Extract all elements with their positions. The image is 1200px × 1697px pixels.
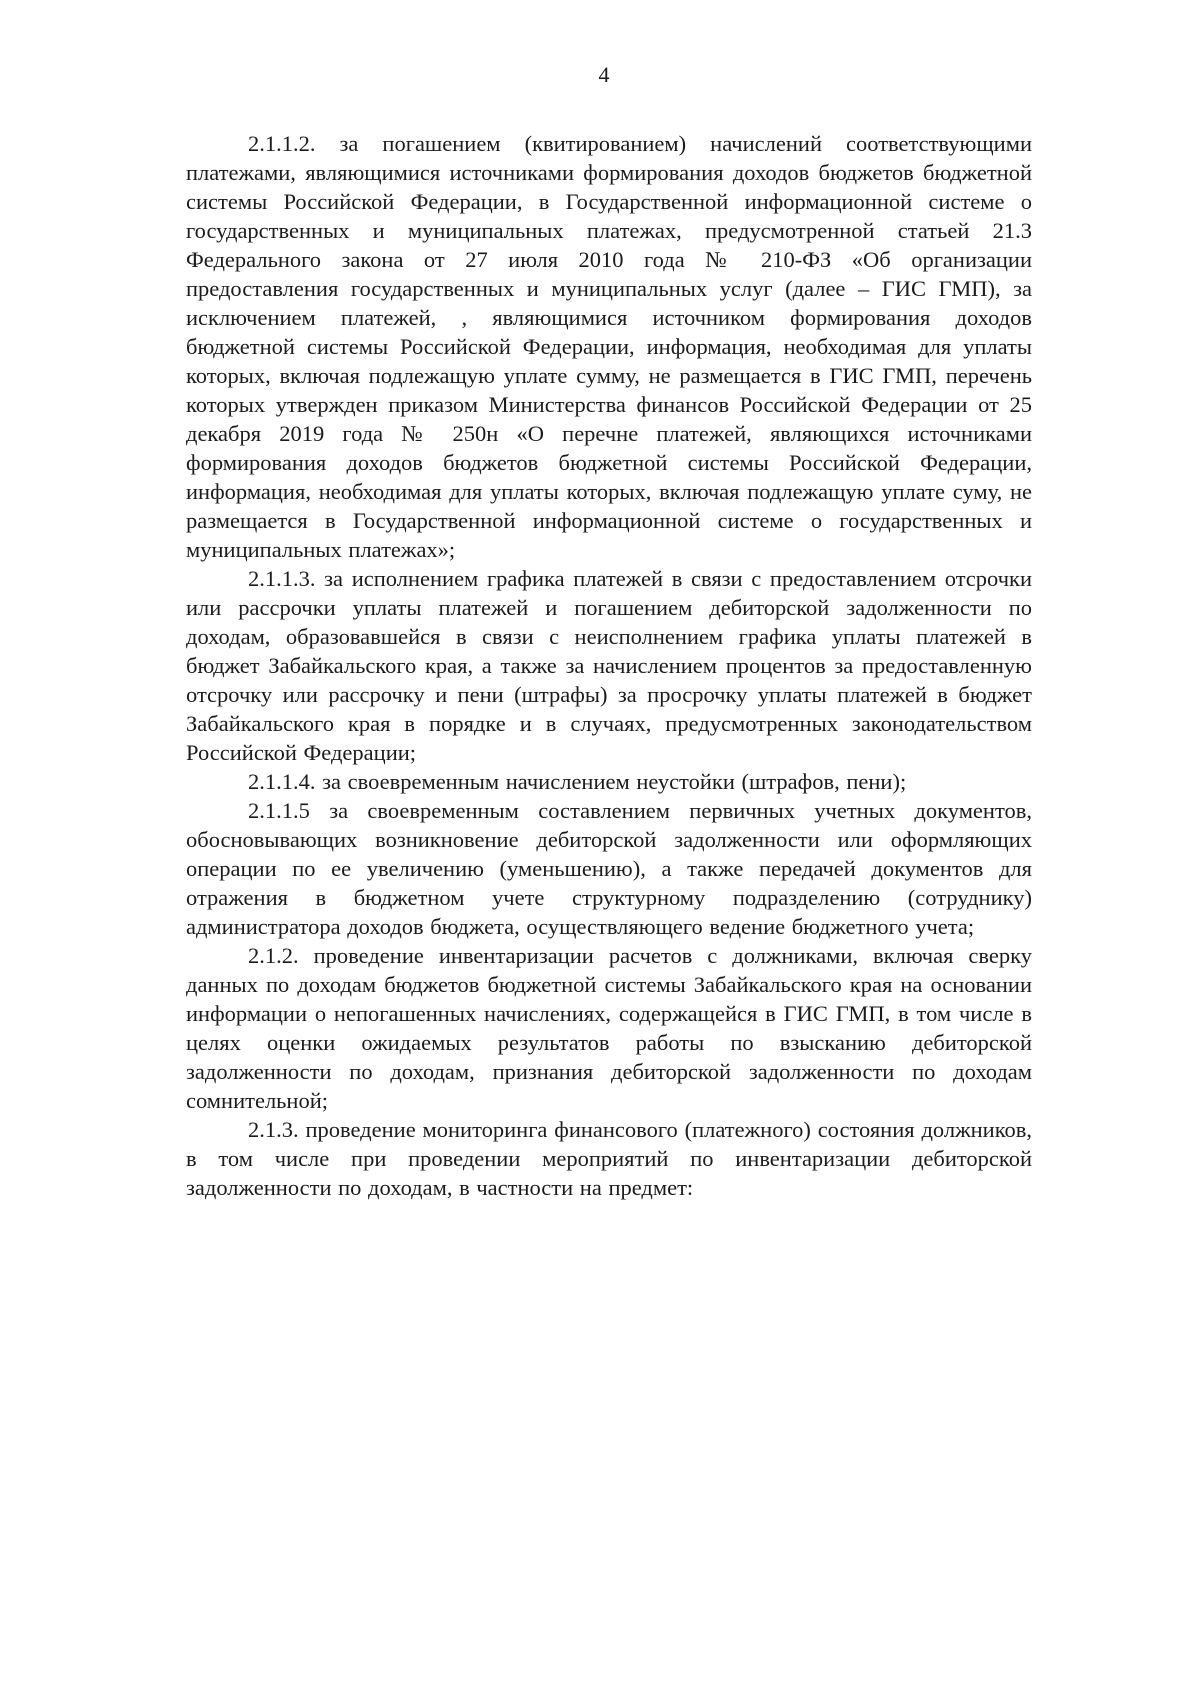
page-number: 4 — [598, 62, 610, 87]
paragraph-2-1-1-2: 2.1.1.2. за погашением (квитированием) начислений соответствующими платежами, являющимися источниками формирования доходов бюджетов бюджетной системы Российской Федерации, в Государственной информационной системе о государственных и муниципальных платежах, предусмотренной статьей 21.3 Федерального закона от 27 июля 2010 года № 210-ФЗ «Об организации предоставления государственных и муниципальных услуг (далее – ГИС ГМП), за исключением платежей, , являющимися источником формирования доходов бюджетной системы Российской Федерации, информация, необходимая для уплаты которых, включая подлежащую уплате сумму, не размещается в ГИС ГМП, перечень которых утвержден приказом Министерства финансов Российской Федерации от 25 декабря 2019 года № 250н «О перечне платежей, являющихся источниками формирования доходов бюджетов бюджетной системы Российской Федерации, информация, необходимая для уплаты которых, включая подлежащую уплате суму, не размещается в Государственной информационной системе о государственных и муниципальных платежах»; — [186, 131, 1032, 562]
paragraph-2-1-3: 2.1.3. проведение мониторинга финансового (платежного) состояния должников, в том числе при проведении мероприятий по инвентаризации дебиторской задолженности по доходам, в частности на предмет: — [186, 1117, 1032, 1200]
paragraph-2-1-2: 2.1.2. проведение инвентаризации расчетов с должниками, включая сверку данных по доходам бюджетов бюджетной системы Забайкальского края на основании информации о непогашенных начислениях, содержащейся в ГИС ГМП, в том числе в целях оценки ожидаемых результатов работы по взысканию дебиторской задолженности по доходам, признания дебиторской задолженности по доходам сомнительной; — [186, 943, 1032, 1113]
document-body — [186, 129, 1032, 1202]
paragraph-2-1-1-5: 2.1.1.5 за своевременным составлением первичных учетных документов, обосновывающих возникновение дебиторской задолженности или оформляющих операции по ее увеличению (уменьшению), а также передачей документов для отражения в бюджетном учете структурному подразделению (сотруднику) администратора доходов бюджета, осуществляющего ведение бюджетного учета; — [186, 798, 1032, 939]
paragraph-2-1-1-4: 2.1.1.4. за своевременным начислением неустойки (штрафов, пени); — [248, 769, 907, 794]
paragraph-2-1-1-3: 2.1.1.3. за исполнением графика платежей в связи с предоставлением отсрочки или рассрочки уплаты платежей и погашением дебиторской задолженности по доходам, образовавшейся в связи с неисполнением графика уплаты платежей в бюджет Забайкальского края, а также за начислением процентов за предоставленную отсрочку или рассрочку и пени (штрафы) за просрочку уплаты платежей в бюджет Забайкальского края в порядке и в случаях, предусмотренных законодательством Российской Федерации; — [186, 566, 1032, 765]
